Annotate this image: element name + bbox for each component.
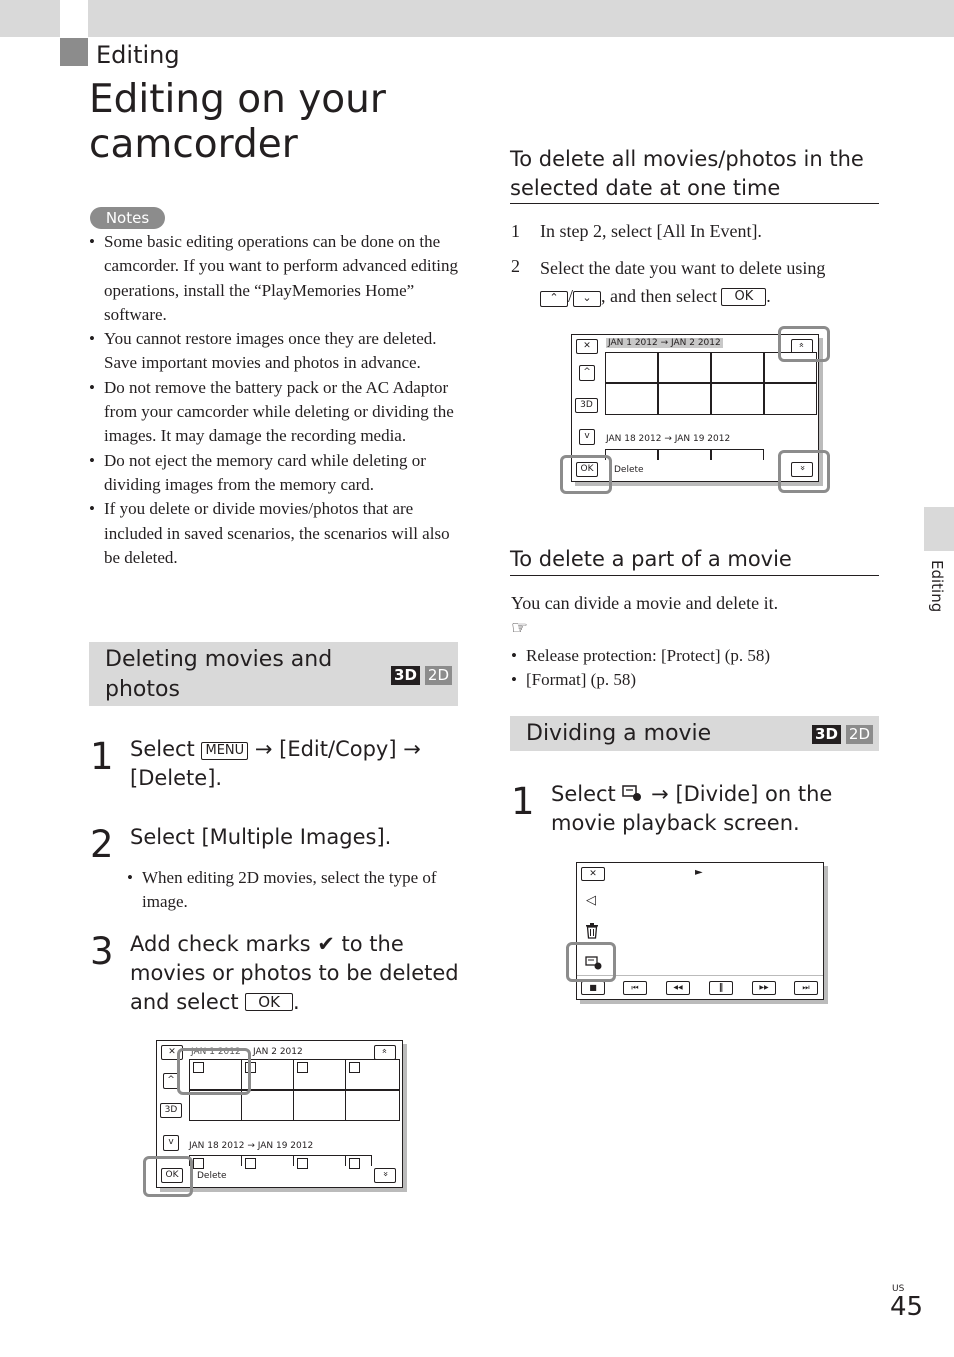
step2-text: Select [Multiple Images].: [130, 825, 392, 849]
arrow: →: [403, 737, 421, 761]
close-icon[interactable]: ✕: [161, 1045, 183, 1060]
edit-icon: [622, 783, 644, 803]
heading-rule: [510, 203, 879, 204]
page-up-glyph: »: [379, 1048, 390, 1054]
delete-part-refs: [511, 644, 871, 693]
thumbnail[interactable]: [605, 383, 658, 415]
highlight-edit: [566, 942, 616, 982]
date-range-top-b: JAN 2 2012: [253, 1047, 303, 1057]
arrow: →: [254, 737, 273, 761]
thumbnail[interactable]: [345, 1059, 400, 1090]
highlight-page-up: [778, 326, 830, 362]
thumbnail[interactable]: [605, 352, 658, 383]
heading-rule: [510, 575, 879, 576]
check-icon: ✔: [317, 932, 335, 956]
checkbox[interactable]: [297, 1158, 308, 1169]
note-item: • You cannot restore images once they are deleted. Save important movies and photos in advance.: [89, 327, 461, 376]
ok-key: OK: [721, 288, 766, 306]
mode-3d-button[interactable]: 3D: [160, 1103, 182, 1118]
step-text: Add check marks: [130, 932, 311, 956]
previous-icon[interactable]: ⏮: [623, 981, 647, 995]
section-title: Editing: [96, 41, 180, 69]
step-text: Select: [130, 737, 195, 761]
page-down-glyph: »: [379, 1171, 390, 1177]
thumbnail[interactable]: [711, 352, 764, 383]
notes-list: [89, 230, 461, 570]
thumbnail[interactable]: [658, 383, 711, 415]
side-tab: [924, 507, 954, 551]
reference-item: • Release protection: [Protect] (p. 58): [511, 644, 871, 668]
delete-part-heading: To delete a part of a movie: [510, 547, 792, 571]
step-text: Select: [551, 782, 616, 806]
note-item: • If you delete or divide movies/photos that are included in saved scenarios, the scenarios will also be deleted.: [89, 497, 461, 570]
dividing-step1-text: [551, 780, 881, 838]
page-down-key-icon: ⌄: [573, 291, 601, 307]
checkbox[interactable]: [349, 1062, 360, 1073]
badge-2d: 2D: [846, 725, 873, 744]
note-item: • Do not eject the memory card while deleting or dividing images from the memory card.: [89, 449, 461, 498]
step-text: Select the date you want to delete using: [540, 258, 826, 278]
dividing-heading-text: Dividing a movie: [526, 721, 712, 746]
side-tab-label: Editing: [928, 560, 946, 613]
badge-2d: 2D: [425, 666, 452, 685]
step-number: 3: [90, 930, 114, 973]
reference-item: • [Format] (p. 58): [511, 668, 871, 692]
delete-all-heading: [510, 145, 880, 203]
highlight-page-down: [778, 450, 830, 493]
highlight-thumbnail: [177, 1048, 251, 1095]
step3-text: [130, 930, 465, 1017]
dividing-section-heading: [510, 716, 879, 751]
thumbnail[interactable]: [293, 1059, 346, 1090]
volume-icon[interactable]: ◁: [586, 893, 596, 908]
thumbnail[interactable]: [658, 449, 711, 460]
thumbnail[interactable]: [293, 1090, 346, 1121]
page-up-icon[interactable]: [374, 1045, 396, 1060]
date-range-mid: JAN 18 2012 → JAN 19 2012: [606, 434, 731, 444]
play-indicator-icon: ►: [695, 867, 703, 878]
step-number: 1: [511, 780, 535, 823]
page-title-line1: Editing on your: [89, 77, 386, 122]
close-icon[interactable]: ✕: [576, 339, 598, 354]
page-title-line2: camcorder: [89, 122, 298, 167]
delete-all-step1: In step 2, select [All In Event].: [540, 221, 762, 241]
badge-3d: 3D: [812, 725, 841, 744]
thumbnail[interactable]: [241, 1090, 294, 1121]
ok-button[interactable]: OK: [576, 462, 598, 477]
thumbnail[interactable]: [189, 1155, 242, 1166]
delete-all-heading-line1: To delete all movies/photos in the: [510, 147, 864, 171]
delete-all-step2-num: 2: [511, 256, 520, 276]
separator: /: [568, 286, 574, 306]
step-text: , and then select: [601, 286, 717, 306]
stop-icon[interactable]: ■: [581, 981, 605, 995]
scroll-up-icon[interactable]: ^: [163, 1073, 179, 1089]
page-down-glyph: »: [796, 465, 807, 471]
date-range-top: JAN 1 2012 → JAN 2 2012: [608, 338, 721, 348]
delete-all-step1-num: 1: [511, 221, 520, 241]
notes-label: Notes: [90, 207, 165, 229]
step1-text: [130, 735, 460, 793]
delete-label: Delete: [614, 465, 644, 475]
step2-note-item: • When editing 2D movies, select the type of image.: [127, 866, 447, 915]
deleting-section-heading: [89, 642, 458, 706]
page-down-icon[interactable]: [374, 1168, 396, 1183]
close-icon[interactable]: ✕: [581, 867, 605, 881]
scroll-up-icon[interactable]: ^: [579, 365, 595, 381]
step-text: → [Divide] on the: [651, 782, 833, 806]
date-range-top-a: JAN 1 2012: [191, 1047, 241, 1057]
thumbnail[interactable]: [241, 1155, 294, 1166]
thumbnail[interactable]: [711, 449, 764, 460]
rewind-icon[interactable]: ◀◀: [666, 981, 690, 995]
header-bar: [0, 0, 954, 37]
pause-icon[interactable]: ‖: [709, 981, 733, 995]
thumbnail[interactable]: [764, 383, 817, 415]
page-title: [89, 77, 386, 167]
ok-button[interactable]: OK: [161, 1168, 183, 1183]
scroll-down-icon[interactable]: v: [579, 429, 595, 445]
date-range-mid: JAN 18 2012 → JAN 19 2012: [189, 1141, 314, 1151]
step-number: 2: [90, 823, 114, 866]
step-text: select: [176, 990, 239, 1014]
ok-key: OK: [245, 993, 293, 1011]
deleting-heading-line2: photos: [105, 677, 180, 702]
step-text: movie playback screen.: [551, 811, 800, 835]
section-marker: [60, 38, 88, 66]
fast-forward-icon[interactable]: ▶▶: [752, 981, 776, 995]
delete-all-heading-line2: selected date at one time: [510, 176, 781, 200]
checkbox[interactable]: [297, 1062, 308, 1073]
step-text: .: [766, 286, 771, 306]
thumbnail[interactable]: [345, 1155, 372, 1166]
scroll-down-icon[interactable]: v: [163, 1135, 179, 1151]
step-number: 1: [90, 735, 114, 778]
step-text: [Edit/Copy]: [279, 737, 397, 761]
mode-3d-button[interactable]: 3D: [575, 398, 598, 413]
step2-note: [127, 866, 447, 915]
thumbnail[interactable]: [658, 352, 711, 383]
checkbox[interactable]: [245, 1158, 256, 1169]
note-item: • Some basic editing operations can be done on the camcorder. If you want to perform advanced editing operations, install the “PlayMemories Home” software.: [89, 230, 461, 327]
deleting-heading-line1: Deleting movies and: [105, 647, 333, 672]
next-icon[interactable]: ⏭: [794, 981, 818, 995]
trash-icon[interactable]: [585, 923, 599, 943]
page-up-glyph: »: [796, 342, 807, 348]
reference-icon: ☞: [511, 618, 529, 639]
thumbnail[interactable]: [345, 1090, 400, 1121]
highlight-ok: [143, 1156, 193, 1197]
delete-all-step2: [540, 254, 870, 310]
note-item: • Do not remove the battery pack or the AC Adaptor from your camcorder while deleting or dividing the images. It may damage the recording media.: [89, 376, 461, 449]
page-up-key-icon: ⌃: [540, 291, 568, 307]
step-text: [Delete].: [130, 766, 223, 790]
header-gap: [60, 0, 88, 37]
delete-part-body: You can divide a movie and delete it.: [511, 593, 779, 613]
delete-label: Delete: [197, 1171, 227, 1181]
region-code: US: [892, 1284, 905, 1294]
thumbnail[interactable]: [293, 1155, 346, 1166]
highlight-ok: [560, 455, 612, 494]
menu-key: MENU: [201, 742, 248, 760]
page-number: 45: [890, 1292, 924, 1322]
thumbnail[interactable]: [605, 449, 658, 460]
badge-3d: 3D: [391, 666, 420, 685]
step-text: .: [292, 990, 300, 1014]
thumbnail[interactable]: [711, 383, 764, 415]
step-text: to the movies or photos to be deleted and: [130, 932, 459, 1014]
checkbox[interactable]: [193, 1158, 204, 1169]
checkbox[interactable]: [349, 1158, 360, 1169]
